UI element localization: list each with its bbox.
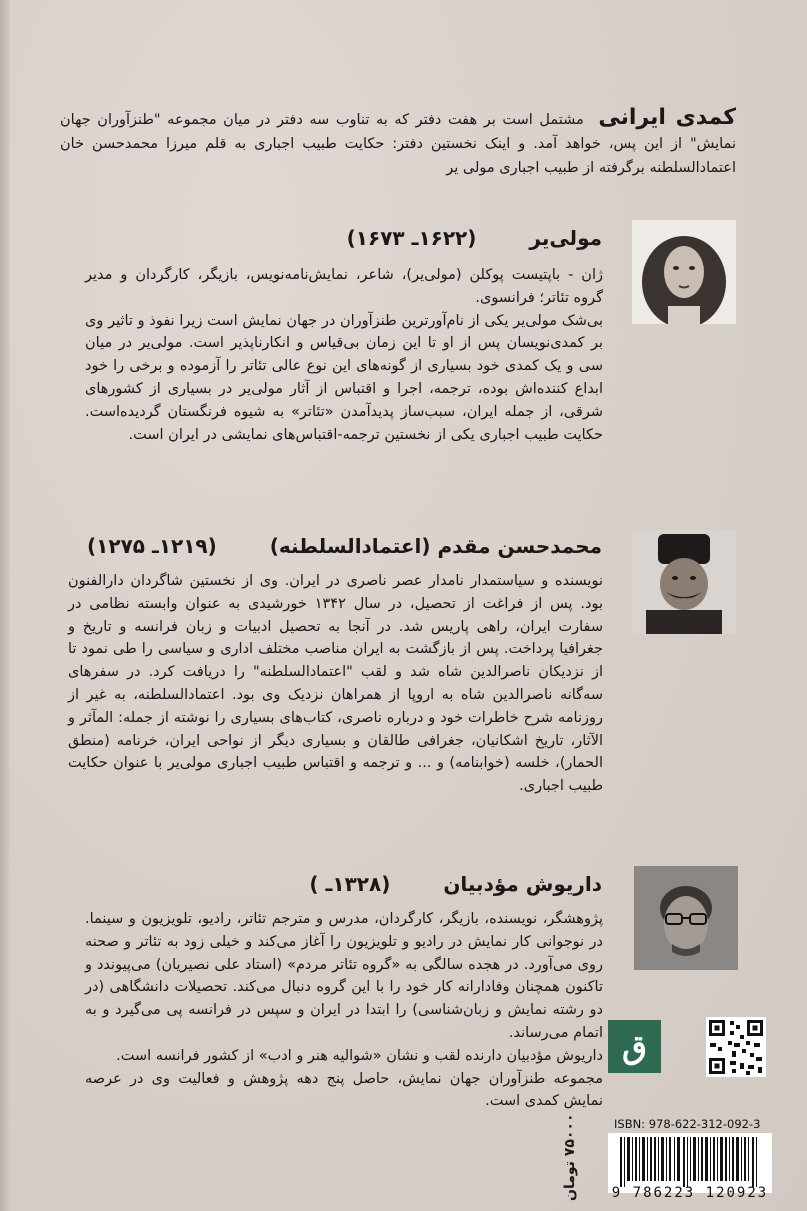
qr-code [706, 1017, 766, 1077]
section-dates: (۱۳۲۸ـ ) [309, 872, 391, 896]
section-body-etemad [68, 570, 603, 798]
section-title-moliere [347, 226, 602, 250]
section-body-moliere [85, 264, 603, 446]
book-spine-shadow [0, 0, 10, 1211]
publisher-logo: ق [608, 1020, 661, 1073]
isbn-barcode [608, 1133, 772, 1193]
intro-paragraph [60, 106, 736, 180]
price-label: ۷۵۰۰۰ تومان [562, 1113, 578, 1202]
portrait-moliere [632, 220, 736, 324]
body-paragraph: پژوهشگر، نویسنده، بازیگر، کارگردان، مدرس و مترجم تئاتر، رادیو، تلویزیون و سینما. در نوجوانی کار نمایش در رادیو و تلویزیون را آغاز می‌کند و خیلی زود به تئاتر و صحنه روی می‌آورد. در هجده سالگی به «گروه تئاتر مردم» (استاد علی نصیریان) می‌پیوندد و تاکنون همچنان وفادارانه کار خود را با این گروه دنبال می‌کند. تحصیلات دانشگاهی (در دو رشته نمایش و زبان‌شناسی) را ابتدا در ایران و سپس در فرانسه پی می‌گیرد و به اتمام می‌رساند. [85, 911, 603, 1041]
body-paragraph: ژان - باپتیست پوکلن (مولی‌یر)، شاعر، نمایش‌نامه‌نویس، بازیگر، کارگردان و مدیر گروه تئاتر؛ فرانسوی. [85, 267, 603, 306]
barcode-number: 9 786223 120923 [611, 1185, 769, 1201]
section-name: داریوش مؤدبیان [443, 872, 602, 896]
section-title-etemad [87, 534, 602, 558]
section-body-moaddabian [85, 908, 603, 1113]
section-name: مولی‌یر [529, 226, 602, 250]
section-dates: (۱۲۱۹ـ ۱۲۷۵) [87, 534, 217, 558]
intro-text: مشتمل است بر هفت دفتر که به تناوب سه دفتر در میان مجموعه "طنزآوران جهان نمایش" از این پس، خواهد آمد. و اینک نخستین دفتر: حکایت طبیب اجباری به قلم میرزا محمدحسن خان اعتمادالسلطنه برگرفته از طبیب اجباری مولی یر [60, 112, 736, 176]
section-name: محمدحسن مقدم (اعتمادالسلطنه) [269, 534, 602, 558]
isbn-label: ISBN: 978-622-312-092-3 [614, 1117, 761, 1131]
body-paragraph: مجموعه طنزآوران جهان نمایش، حاصل پنج دهه پژوهش و فعالیت وی در عرصه نمایش کمدی است. [85, 1070, 603, 1110]
body-paragraph: نویسنده و سیاستمدار نامدار عصر ناصری در ایران. وی از نخستین شاگردان دارالفنون بود. پس از فراغت از تحصیل، در سال ۱۳۴۲ خورشیدی به عنوان وابسته نظامی در سفارت ایران، راهی پاریس شد. در آنجا به تحصیل ادبیات و زبان فرانسه و تاریخ و جغرافیا پرداخت. پس از بازگشت به ایران مناصب مختلف اداری و سیاسی را طی نمود تا از نزدیکان ناصرالدین شاه شد و لقب "اعتمادالسلطنه" را دریافت کرد. در سفرهای سه‌گانه ناصرالدین شاه به اروپا از همراهان نزدیک وی بود. اعتمادالسلطنه، به غیر از روزنامه شرح خاطرات خود و درباره ناصری، کتاب‌های بسیاری را نوشته از جمله: المآثر و الآثار، تاریخ اشکانیان، جغرافی طالقان و بسیاری دیگر از نواحی ایران، خرنامه (منطق الحمار)، خلسه (خوابنامه) و ... و ترجمه و اقتباس طبیب اجباری مولی‌یر با عنوان حکایت طبیب اجباری. [68, 573, 603, 795]
section-dates: (۱۶۲۲ـ ۱۶۷۳) [346, 226, 477, 250]
series-title: کمدی ایرانی [598, 105, 737, 130]
portrait-moaddabian [634, 866, 738, 970]
body-paragraph: بی‌شک مولی‌یر یکی از نام‌آورترین طنزآوران در جهان نمایش است زیرا نفوذ و تاثیر وی بر کمدی‌نویسان پس از او تا این زمان بی‌قیاس و انکارناپذیر است. مولی‌یر در میان سی و یک کمدی خود بسیاری از گونه‌های این نوع عالی تئاتر را آزموده و برخی را خود ابداع کننده‌اش بوده، ترجمه، اجرا و اقتباس از آثار مولی‌یر در بسیاری از کشورهای شرقی، از جمله ایران، سبب‌ساز پدیدآمدن «تئاتر» به شیوه فرنگستان گردیده‌است. حکایت طبیب اجباری یکی از نخستین ترجمه-اقتباس‌های نمایشی در ایران است. [85, 312, 603, 443]
section-title-moaddabian [309, 872, 602, 896]
body-paragraph: داریوش مؤدبیان دارنده لقب و نشان «شوالیه هنر و ادب» از کشور فرانسه است. [116, 1047, 603, 1064]
portrait-etemad [632, 530, 736, 634]
